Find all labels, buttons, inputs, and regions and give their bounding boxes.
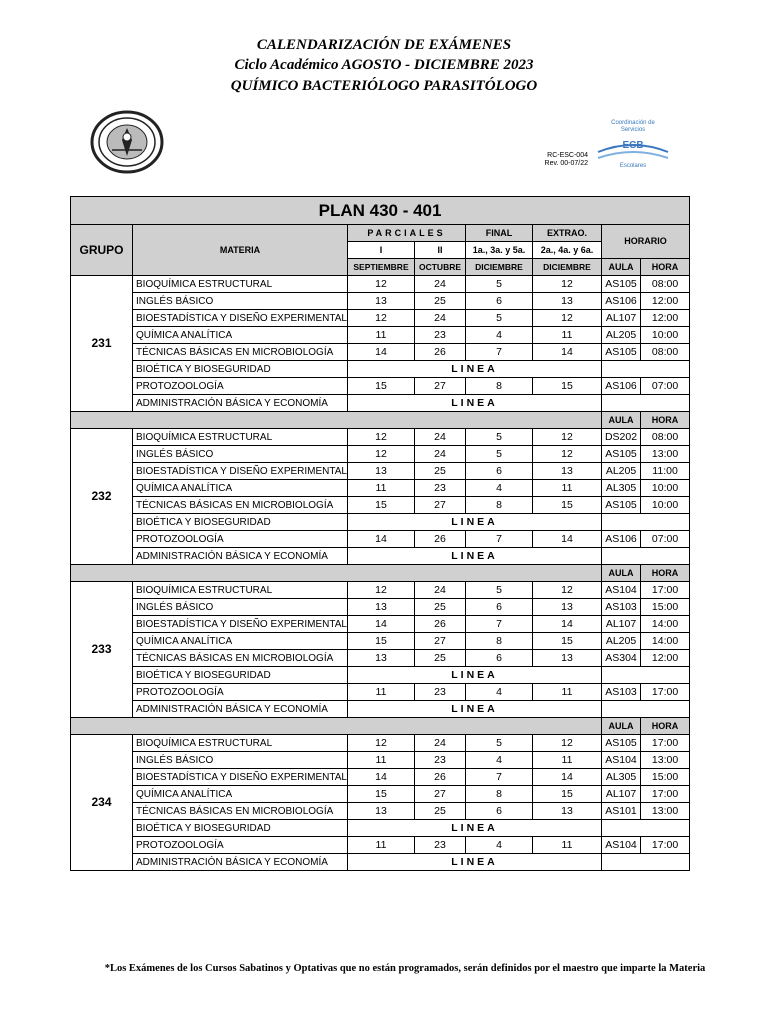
academic-cycle: Ciclo Académico AGOSTO - DICIEMBRE 2023 [234,57,534,73]
schedule-empty [602,514,690,531]
exam-time: 08:00 [641,344,690,361]
classroom: AS101 [602,803,641,820]
extra-sub-header: 2a., 4a. y 6a. [533,242,602,259]
parcial-1-day: 14 [348,531,415,548]
table-row [71,293,690,310]
hora-header: HORA [641,412,690,429]
table-row [71,684,690,701]
parcial-1-day: 12 [348,446,415,463]
table-row [71,616,690,633]
online-mode: LINEA [348,395,602,412]
classroom: AS104 [602,582,641,599]
subject-name: BIOESTADÍSTICA Y DISEÑO EXPERIMENTAL [133,769,348,786]
extra-day: 12 [533,429,602,446]
parcial-1-header: I [348,242,415,259]
coordination-logo [593,118,673,168]
footnote: *Los Exámenes de los Cursos Sabatinos y Optativas que no están programados, serán definidos por el maestro que imparte la Materia [104,963,706,974]
parcial-1-day: 14 [348,344,415,361]
separator-fill [71,565,602,582]
classroom: AL305 [602,480,641,497]
table-row [71,395,690,412]
final-day: 4 [466,837,533,854]
subject-name: ADMINISTRACIÓN BÁSICA Y ECONOMÍA [133,854,348,871]
aula-header: AULA [602,412,641,429]
final-day: 6 [466,293,533,310]
extra-day: 14 [533,344,602,361]
extra-day: 13 [533,293,602,310]
exam-time: 10:00 [641,480,690,497]
table-row [71,633,690,650]
aula-header: AULA [602,565,641,582]
document-code [520,152,588,168]
final-day: 5 [466,429,533,446]
classroom: AS105 [602,497,641,514]
final-day: 4 [466,480,533,497]
extra-day: 12 [533,446,602,463]
group-number: 234 [71,735,133,871]
table-row [71,837,690,854]
table-row [71,854,690,871]
subject-name: PROTOZOOLOGÍA [133,837,348,854]
parcial-2-day: 26 [415,344,466,361]
schedule-empty [602,361,690,378]
parcial-1-day: 12 [348,582,415,599]
online-mode: LINEA [348,667,602,684]
horario-header: HORARIO [602,225,690,259]
final-sub-header: 1a., 3a. y 5a. [466,242,533,259]
parcial-1-day: 15 [348,786,415,803]
subject-name: BIOESTADÍSTICA Y DISEÑO EXPERIMENTAL [133,616,348,633]
exam-time: 15:00 [641,599,690,616]
parcial-2-day: 24 [415,735,466,752]
subject-name: TÉCNICAS BÁSICAS EN MICROBIOLOGÍA [133,803,348,820]
subject-name: QUÍMICA ANALÍTICA [133,327,348,344]
final-day: 7 [466,344,533,361]
parcial-1-day: 12 [348,429,415,446]
exam-schedule-table [70,196,690,871]
classroom: AL107 [602,616,641,633]
classroom: AL205 [602,463,641,480]
table-row [71,480,690,497]
table-row [71,378,690,395]
exam-time: 17:00 [641,582,690,599]
extra-day: 12 [533,310,602,327]
final-day: 4 [466,684,533,701]
extra-day: 15 [533,378,602,395]
exam-time: 10:00 [641,327,690,344]
parcial-1-day: 14 [348,769,415,786]
parcial-2-day: 24 [415,276,466,293]
online-mode: LINEA [348,548,602,565]
logo-line3: Escolares [619,163,647,168]
extra-day: 12 [533,582,602,599]
doc-revision: Rev. 00-07/22 [544,160,588,167]
parcial-2-day: 26 [415,616,466,633]
table-row [71,310,690,327]
final-day: 7 [466,769,533,786]
extra-day: 12 [533,735,602,752]
hora-header: HORA [641,259,690,276]
extra-day: 13 [533,803,602,820]
subject-name: BIOQUÍMICA ESTRUCTURAL [133,582,348,599]
month-sep: SEPTIEMBRE [348,259,415,276]
parcial-1-day: 12 [348,310,415,327]
subject-name: INGLÉS BÁSICO [133,599,348,616]
group-number: 233 [71,582,133,718]
subject-name: TÉCNICAS BÁSICAS EN MICROBIOLOGÍA [133,650,348,667]
group-separator-row [71,565,690,582]
parcial-2-day: 24 [415,310,466,327]
exam-time: 17:00 [641,735,690,752]
classroom: AS104 [602,837,641,854]
doc-code: RC-ESC-004 [547,152,588,159]
table-row [71,752,690,769]
table-row [71,429,690,446]
online-mode: LINEA [348,514,602,531]
final-day: 6 [466,599,533,616]
online-mode: LINEA [348,820,602,837]
subject-name: BIOÉTICA Y BIOSEGURIDAD [133,820,348,837]
subject-name: BIOÉTICA Y BIOSEGURIDAD [133,667,348,684]
final-header: FINAL [466,225,533,242]
table-row [71,803,690,820]
grupo-header: GRUPO [71,225,133,276]
table-row [71,497,690,514]
exam-time: 17:00 [641,684,690,701]
table-row [71,276,690,293]
schedule-empty [602,820,690,837]
final-day: 6 [466,463,533,480]
final-day: 8 [466,786,533,803]
group-number: 231 [71,276,133,412]
table-row [71,548,690,565]
table-row [71,769,690,786]
final-day: 8 [466,633,533,650]
exam-time: 14:00 [641,616,690,633]
subject-name: TÉCNICAS BÁSICAS EN MICROBIOLOGÍA [133,344,348,361]
classroom: AS105 [602,276,641,293]
table-row [71,463,690,480]
exam-time: 17:00 [641,786,690,803]
parcial-2-day: 25 [415,463,466,480]
group-separator-row [71,718,690,735]
subject-name: ADMINISTRACIÓN BÁSICA Y ECONOMÍA [133,701,348,718]
parcial-2-day: 24 [415,582,466,599]
exam-time: 13:00 [641,446,690,463]
month-oct: OCTUBRE [415,259,466,276]
classroom: AS103 [602,599,641,616]
classroom: AS106 [602,531,641,548]
parcial-2-day: 27 [415,786,466,803]
exam-time: 13:00 [641,803,690,820]
parcial-1-day: 11 [348,837,415,854]
exam-time: 08:00 [641,429,690,446]
parcial-1-day: 11 [348,480,415,497]
subject-name: PROTOZOOLOGÍA [133,684,348,701]
schedule-empty [602,548,690,565]
parcial-1-day: 13 [348,463,415,480]
subject-name: BIOQUÍMICA ESTRUCTURAL [133,735,348,752]
parcial-2-day: 24 [415,429,466,446]
table-row [71,582,690,599]
schedule-body [71,276,690,871]
extra-day: 15 [533,633,602,650]
parcial-2-day: 27 [415,378,466,395]
program-name: QUÍMICO BACTERIÓLOGO PARASITÓLOGO [230,78,538,94]
table-row [71,531,690,548]
exam-time: 10:00 [641,497,690,514]
classroom: AS104 [602,752,641,769]
classroom: AL205 [602,633,641,650]
subject-name: ADMINISTRACIÓN BÁSICA Y ECONOMÍA [133,548,348,565]
aula-header: AULA [602,718,641,735]
table-row [71,361,690,378]
subject-name: PROTOZOOLOGÍA [133,531,348,548]
exam-time: 14:00 [641,633,690,650]
classroom: AS304 [602,650,641,667]
parcial-2-day: 26 [415,531,466,548]
parcial-1-day: 13 [348,650,415,667]
extra-day: 13 [533,463,602,480]
extra-day: 15 [533,497,602,514]
table-row [71,650,690,667]
exam-time: 07:00 [641,531,690,548]
month-dic-extra: DICIEMBRE [533,259,602,276]
exam-time: 07:00 [641,378,690,395]
parcial-1-day: 15 [348,633,415,650]
classroom: AS103 [602,684,641,701]
logo-mark: ECB [622,140,644,151]
schedule-empty [602,701,690,718]
page-title: CALENDARIZACIÓN DE EXÁMENES [256,37,512,53]
subject-name: BIOQUÍMICA ESTRUCTURAL [133,429,348,446]
final-day: 6 [466,650,533,667]
parcial-2-day: 27 [415,497,466,514]
exam-time: 12:00 [641,650,690,667]
group-separator-row [71,412,690,429]
subject-name: BIOESTADÍSTICA Y DISEÑO EXPERIMENTAL [133,463,348,480]
classroom: AS105 [602,344,641,361]
table-row [71,786,690,803]
parcial-2-day: 23 [415,837,466,854]
parcial-1-day: 15 [348,497,415,514]
logo-line1: Coordinación de [611,120,655,126]
final-day: 8 [466,378,533,395]
parcial-2-header: II [415,242,466,259]
schedule-empty [602,854,690,871]
schedule-empty [602,667,690,684]
parcial-2-day: 27 [415,633,466,650]
parcial-2-day: 26 [415,769,466,786]
classroom: AS105 [602,735,641,752]
extra-day: 11 [533,752,602,769]
parcial-1-day: 12 [348,735,415,752]
table-row [71,820,690,837]
subject-name: TÉCNICAS BÁSICAS EN MICROBIOLOGÍA [133,497,348,514]
extra-day: 12 [533,276,602,293]
classroom: AL305 [602,769,641,786]
extra-day: 13 [533,650,602,667]
parcial-2-day: 25 [415,293,466,310]
extra-day: 11 [533,837,602,854]
subject-name: INGLÉS BÁSICO [133,293,348,310]
parcial-1-day: 14 [348,616,415,633]
online-mode: LINEA [348,361,602,378]
parciales-header: PARCIALES [348,225,466,242]
parcial-1-day: 15 [348,378,415,395]
table-row [71,701,690,718]
table-row [71,446,690,463]
parcial-2-day: 23 [415,684,466,701]
month-dic-final: DICIEMBRE [466,259,533,276]
final-day: 5 [466,582,533,599]
final-day: 7 [466,531,533,548]
separator-fill [71,412,602,429]
parcial-2-day: 25 [415,599,466,616]
parcial-2-day: 25 [415,803,466,820]
extra-day: 11 [533,684,602,701]
classroom: AL205 [602,327,641,344]
parcial-1-day: 13 [348,803,415,820]
subject-name: QUÍMICA ANALÍTICA [133,633,348,650]
subject-name: QUÍMICA ANALÍTICA [133,786,348,803]
aula-header: AULA [602,259,641,276]
parcial-1-day: 13 [348,599,415,616]
subject-name: INGLÉS BÁSICO [133,446,348,463]
online-mode: LINEA [348,854,602,871]
table-row [71,599,690,616]
separator-fill [71,718,602,735]
final-day: 5 [466,276,533,293]
final-day: 6 [466,803,533,820]
extra-day: 11 [533,480,602,497]
final-day: 5 [466,446,533,463]
final-day: 4 [466,327,533,344]
table-row [71,735,690,752]
extra-day: 14 [533,616,602,633]
online-mode: LINEA [348,701,602,718]
exam-time: 11:00 [641,463,690,480]
classroom: AS105 [602,446,641,463]
plan-title: PLAN 430 - 401 [71,197,690,225]
parcial-1-day: 11 [348,327,415,344]
classroom: AS106 [602,293,641,310]
hora-header: HORA [641,565,690,582]
extra-day: 13 [533,599,602,616]
final-day: 5 [466,735,533,752]
subject-name: BIOQUÍMICA ESTRUCTURAL [133,276,348,293]
subject-name: BIOESTADÍSTICA Y DISEÑO EXPERIMENTAL [133,310,348,327]
extra-day: 14 [533,531,602,548]
classroom: AL107 [602,310,641,327]
subject-name: BIOÉTICA Y BIOSEGURIDAD [133,361,348,378]
parcial-2-day: 23 [415,327,466,344]
final-day: 8 [466,497,533,514]
logo-line2: Servicios [620,127,646,133]
parcial-1-day: 11 [348,684,415,701]
parcial-2-day: 23 [415,480,466,497]
exam-time: 13:00 [641,752,690,769]
classroom: AS106 [602,378,641,395]
hora-header: HORA [641,718,690,735]
exam-time: 17:00 [641,837,690,854]
parcial-2-day: 23 [415,752,466,769]
table-row [71,344,690,361]
extra-day: 14 [533,769,602,786]
parcial-2-day: 24 [415,446,466,463]
schedule-empty [602,395,690,412]
table-row [71,514,690,531]
subject-name: INGLÉS BÁSICO [133,752,348,769]
extra-day: 11 [533,327,602,344]
group-number: 232 [71,429,133,565]
parcial-2-day: 25 [415,650,466,667]
parcial-1-day: 12 [348,276,415,293]
extra-header: EXTRAO. [533,225,602,242]
subject-name: PROTOZOOLOGÍA [133,378,348,395]
parcial-1-day: 13 [348,293,415,310]
final-day: 5 [466,310,533,327]
subject-name: BIOÉTICA Y BIOSEGURIDAD [133,514,348,531]
final-day: 4 [466,752,533,769]
final-day: 7 [466,616,533,633]
subject-name: ADMINISTRACIÓN BÁSICA Y ECONOMÍA [133,395,348,412]
university-seal-icon [90,110,164,174]
table-row [71,667,690,684]
materia-header: MATERIA [133,225,348,276]
exam-time: 08:00 [641,276,690,293]
table-row [71,327,690,344]
classroom: AL107 [602,786,641,803]
exam-time: 12:00 [641,310,690,327]
exam-time: 12:00 [641,293,690,310]
subject-name: QUÍMICA ANALÍTICA [133,480,348,497]
exam-time: 15:00 [641,769,690,786]
parcial-1-day: 11 [348,752,415,769]
extra-day: 15 [533,786,602,803]
classroom: DS202 [602,429,641,446]
